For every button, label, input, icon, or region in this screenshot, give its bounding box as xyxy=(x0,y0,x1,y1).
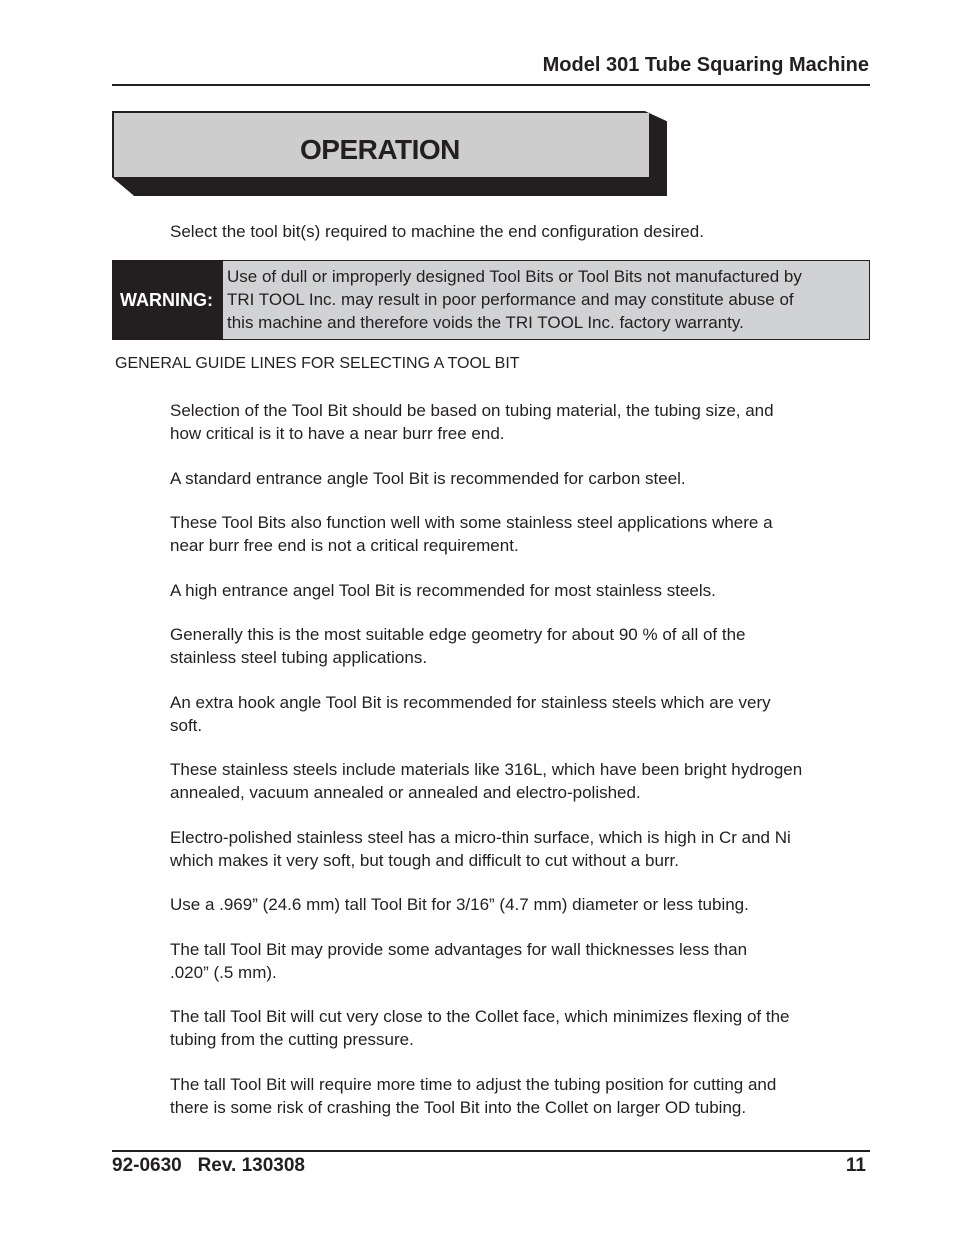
paragraph-line: A high entrance angel Tool Bit is recommended for most stainless steels. xyxy=(170,580,716,600)
paragraph-line: The tall Tool Bit may provide some advantages for wall thicknesses less than xyxy=(170,939,748,959)
revision: Rev. 130308 xyxy=(197,1155,305,1176)
paragraph-line: Use a .969” (24.6 mm) tall Tool Bit for 3/16” (4.7 mm) diameter or less tubing. xyxy=(170,895,749,914)
footer-doc-info xyxy=(112,1155,305,1177)
warning-line: TRI TOOL Inc. may result in poor performance and may constitute abuse of xyxy=(227,290,794,309)
paragraph xyxy=(170,511,860,557)
warning-line: this machine and therefore voids the TRI TOOL Inc. factory warranty. xyxy=(227,313,744,332)
paragraph-line: An extra hook angle Tool Bit is recommended for stainless steels which are very xyxy=(170,692,771,712)
paragraph xyxy=(170,893,860,916)
paragraph xyxy=(170,1073,860,1119)
warning-line: Use of dull or improperly designed Tool Bits or Tool Bits not manufactured by xyxy=(227,267,802,286)
paragraph xyxy=(170,467,860,490)
warning-text xyxy=(227,265,867,334)
paragraph-line: soft. xyxy=(170,715,203,735)
section-title: OPERATION xyxy=(300,134,460,165)
page-number: 11 xyxy=(845,1155,866,1176)
paragraph-line: .020” (.5 mm). xyxy=(170,962,277,982)
paragraph xyxy=(170,579,860,602)
guidelines-subheading: GENERAL GUIDE LINES FOR SELECTING A TOOL BIT xyxy=(115,355,520,372)
paragraph xyxy=(170,399,860,445)
paragraph xyxy=(170,623,860,669)
paragraph-line: stainless steel tubing applications. xyxy=(170,648,428,667)
paragraph-line: tubing from the cutting pressure. xyxy=(170,1030,414,1049)
paragraph-line: Selection of the Tool Bit should be based on tubing material, the tubing size, and xyxy=(170,401,774,420)
doc-number: 92-0630 xyxy=(112,1155,182,1176)
footer-divider xyxy=(112,1150,870,1152)
paragraph-line: A standard entrance angle Tool Bit is recommended for carbon steel. xyxy=(170,468,686,488)
paragraph xyxy=(170,826,860,872)
paragraph xyxy=(170,691,860,737)
paragraph-line: annealed, vacuum annealed or annealed and electro-polished. xyxy=(170,783,641,802)
header-divider xyxy=(112,84,870,86)
paragraph xyxy=(170,758,860,804)
paragraph-line: near burr free end is not a critical requirement. xyxy=(170,536,519,555)
guidelines-paragraphs xyxy=(170,399,860,1140)
paragraph xyxy=(170,1005,860,1051)
paragraph-line: These Tool Bits also function well with some stainless steel applications where a xyxy=(170,513,773,532)
warning-label: WARNING: xyxy=(113,261,223,339)
paragraph xyxy=(170,938,860,984)
paragraph-line: The tall Tool Bit will require more time to adjust the tubing position for cutting and xyxy=(170,1074,777,1094)
paragraph-line: which makes it very soft, but tough and difficult to cut without a burr. xyxy=(170,850,680,870)
paragraph-line: Generally this is the most suitable edge geometry for about 90 % of all of the xyxy=(170,625,746,644)
document-header-title: Model 301 Tube Squaring Machine xyxy=(542,54,869,76)
paragraph-line: how critical is it to have a near burr free end. xyxy=(170,424,505,443)
paragraph-line: there is some risk of crashing the Tool Bit into the Collet on larger OD tubing. xyxy=(170,1097,747,1117)
intro-text: Select the tool bit(s) required to machine the end configuration desired. xyxy=(170,222,704,241)
section-banner xyxy=(112,111,667,196)
warning-box xyxy=(112,260,870,340)
paragraph-line: These stainless steels include materials like 316L, which have been bright hydrogen xyxy=(170,760,803,779)
banner-face xyxy=(114,113,649,177)
paragraph-line: Electro-polished stainless steel has a micro-thin surface, which is high in Cr and Ni xyxy=(170,827,791,847)
paragraph-line: The tall Tool Bit will cut very close to the Collet face, which minimizes flexing of the xyxy=(170,1007,790,1026)
